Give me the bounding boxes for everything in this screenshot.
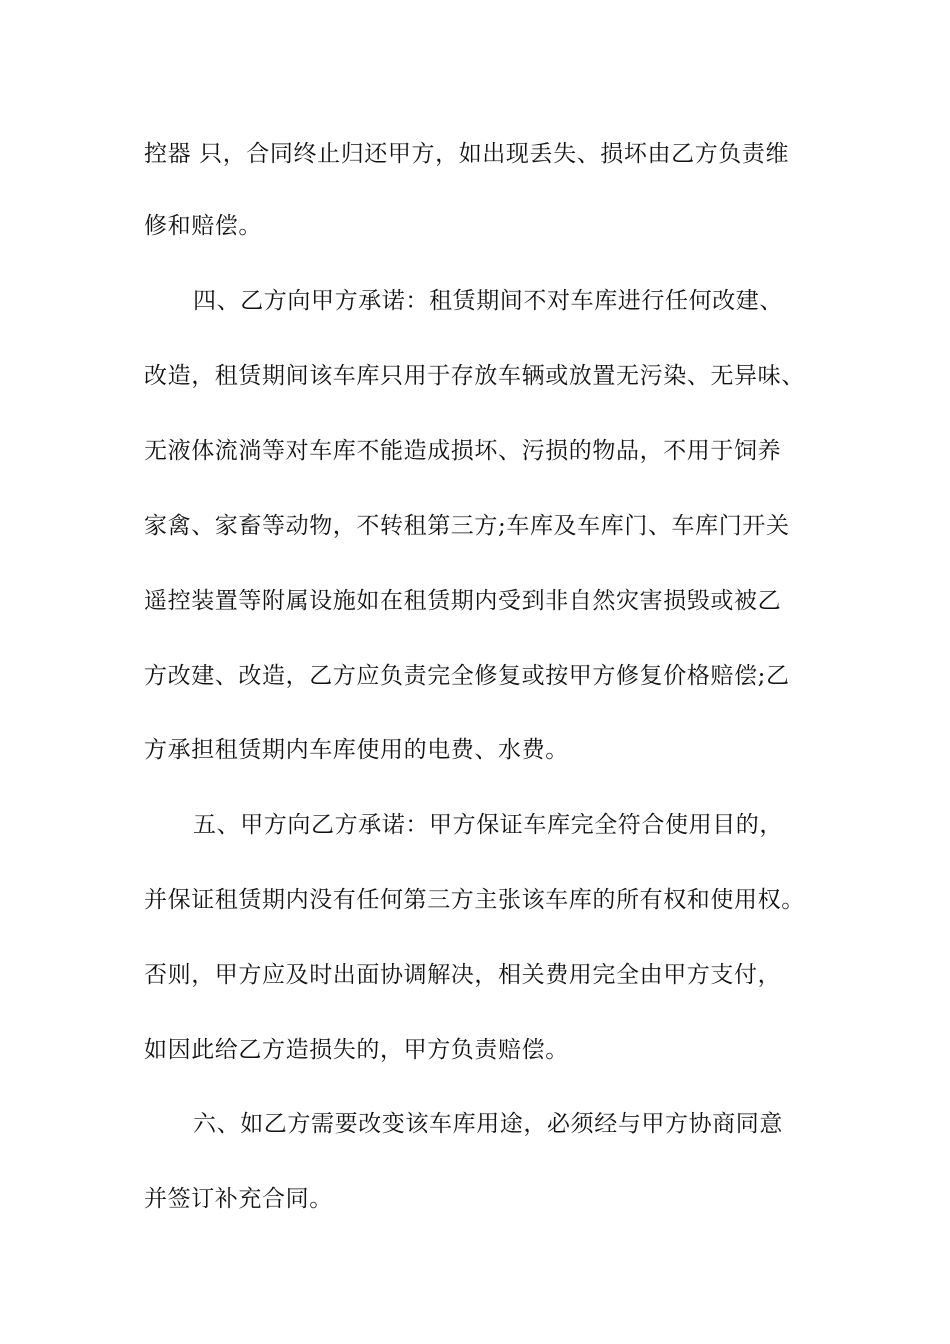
text-line: 无液体流淌等对车库不能造成损坏、污损的物品，不用于饲养 <box>144 438 782 464</box>
text-line: 并保证租赁期内没有任何第三方主张该车库的所有权和使用权。 <box>144 887 805 913</box>
text-line: 控器 只，合同终止归还甲方，如出现丢失、损坏由乙方负责维 <box>144 141 790 167</box>
text-line: 四、乙方向甲方承诺：租赁期间不对车库进行任何改建、 <box>193 288 783 314</box>
text-line: 方承担租赁期内车库使用的电费、水费。 <box>144 737 569 763</box>
text-line: 六、如乙方需要改变该车库用途，必须经与甲方协商同意 <box>193 1111 783 1137</box>
text-line: 修和赔偿。 <box>144 213 262 239</box>
text-line: 家禽、家畜等动物，不转租第三方;车库及车库门、车库门开关 <box>144 513 790 539</box>
text-line: 如因此给乙方造损失的，甲方负责赔偿。 <box>144 1037 569 1063</box>
text-line: 方改建、改造，乙方应负责完全修复或按甲方修复价格赔偿;乙 <box>144 663 790 689</box>
text-line: 改造，租赁期间该车库只用于存放车辆或放置无污染、无异味、 <box>144 363 805 389</box>
text-line: 五、甲方向乙方承诺：甲方保证车库完全符合使用目的， <box>193 812 783 838</box>
text-line: 并签订补充合同。 <box>144 1186 333 1212</box>
text-line: 遥控装置等附属设施如在租赁期内受到非自然灾害损毁或被乙 <box>144 588 782 614</box>
text-line: 否则，甲方应及时出面协调解决，相关费用完全由甲方支付， <box>144 962 782 988</box>
